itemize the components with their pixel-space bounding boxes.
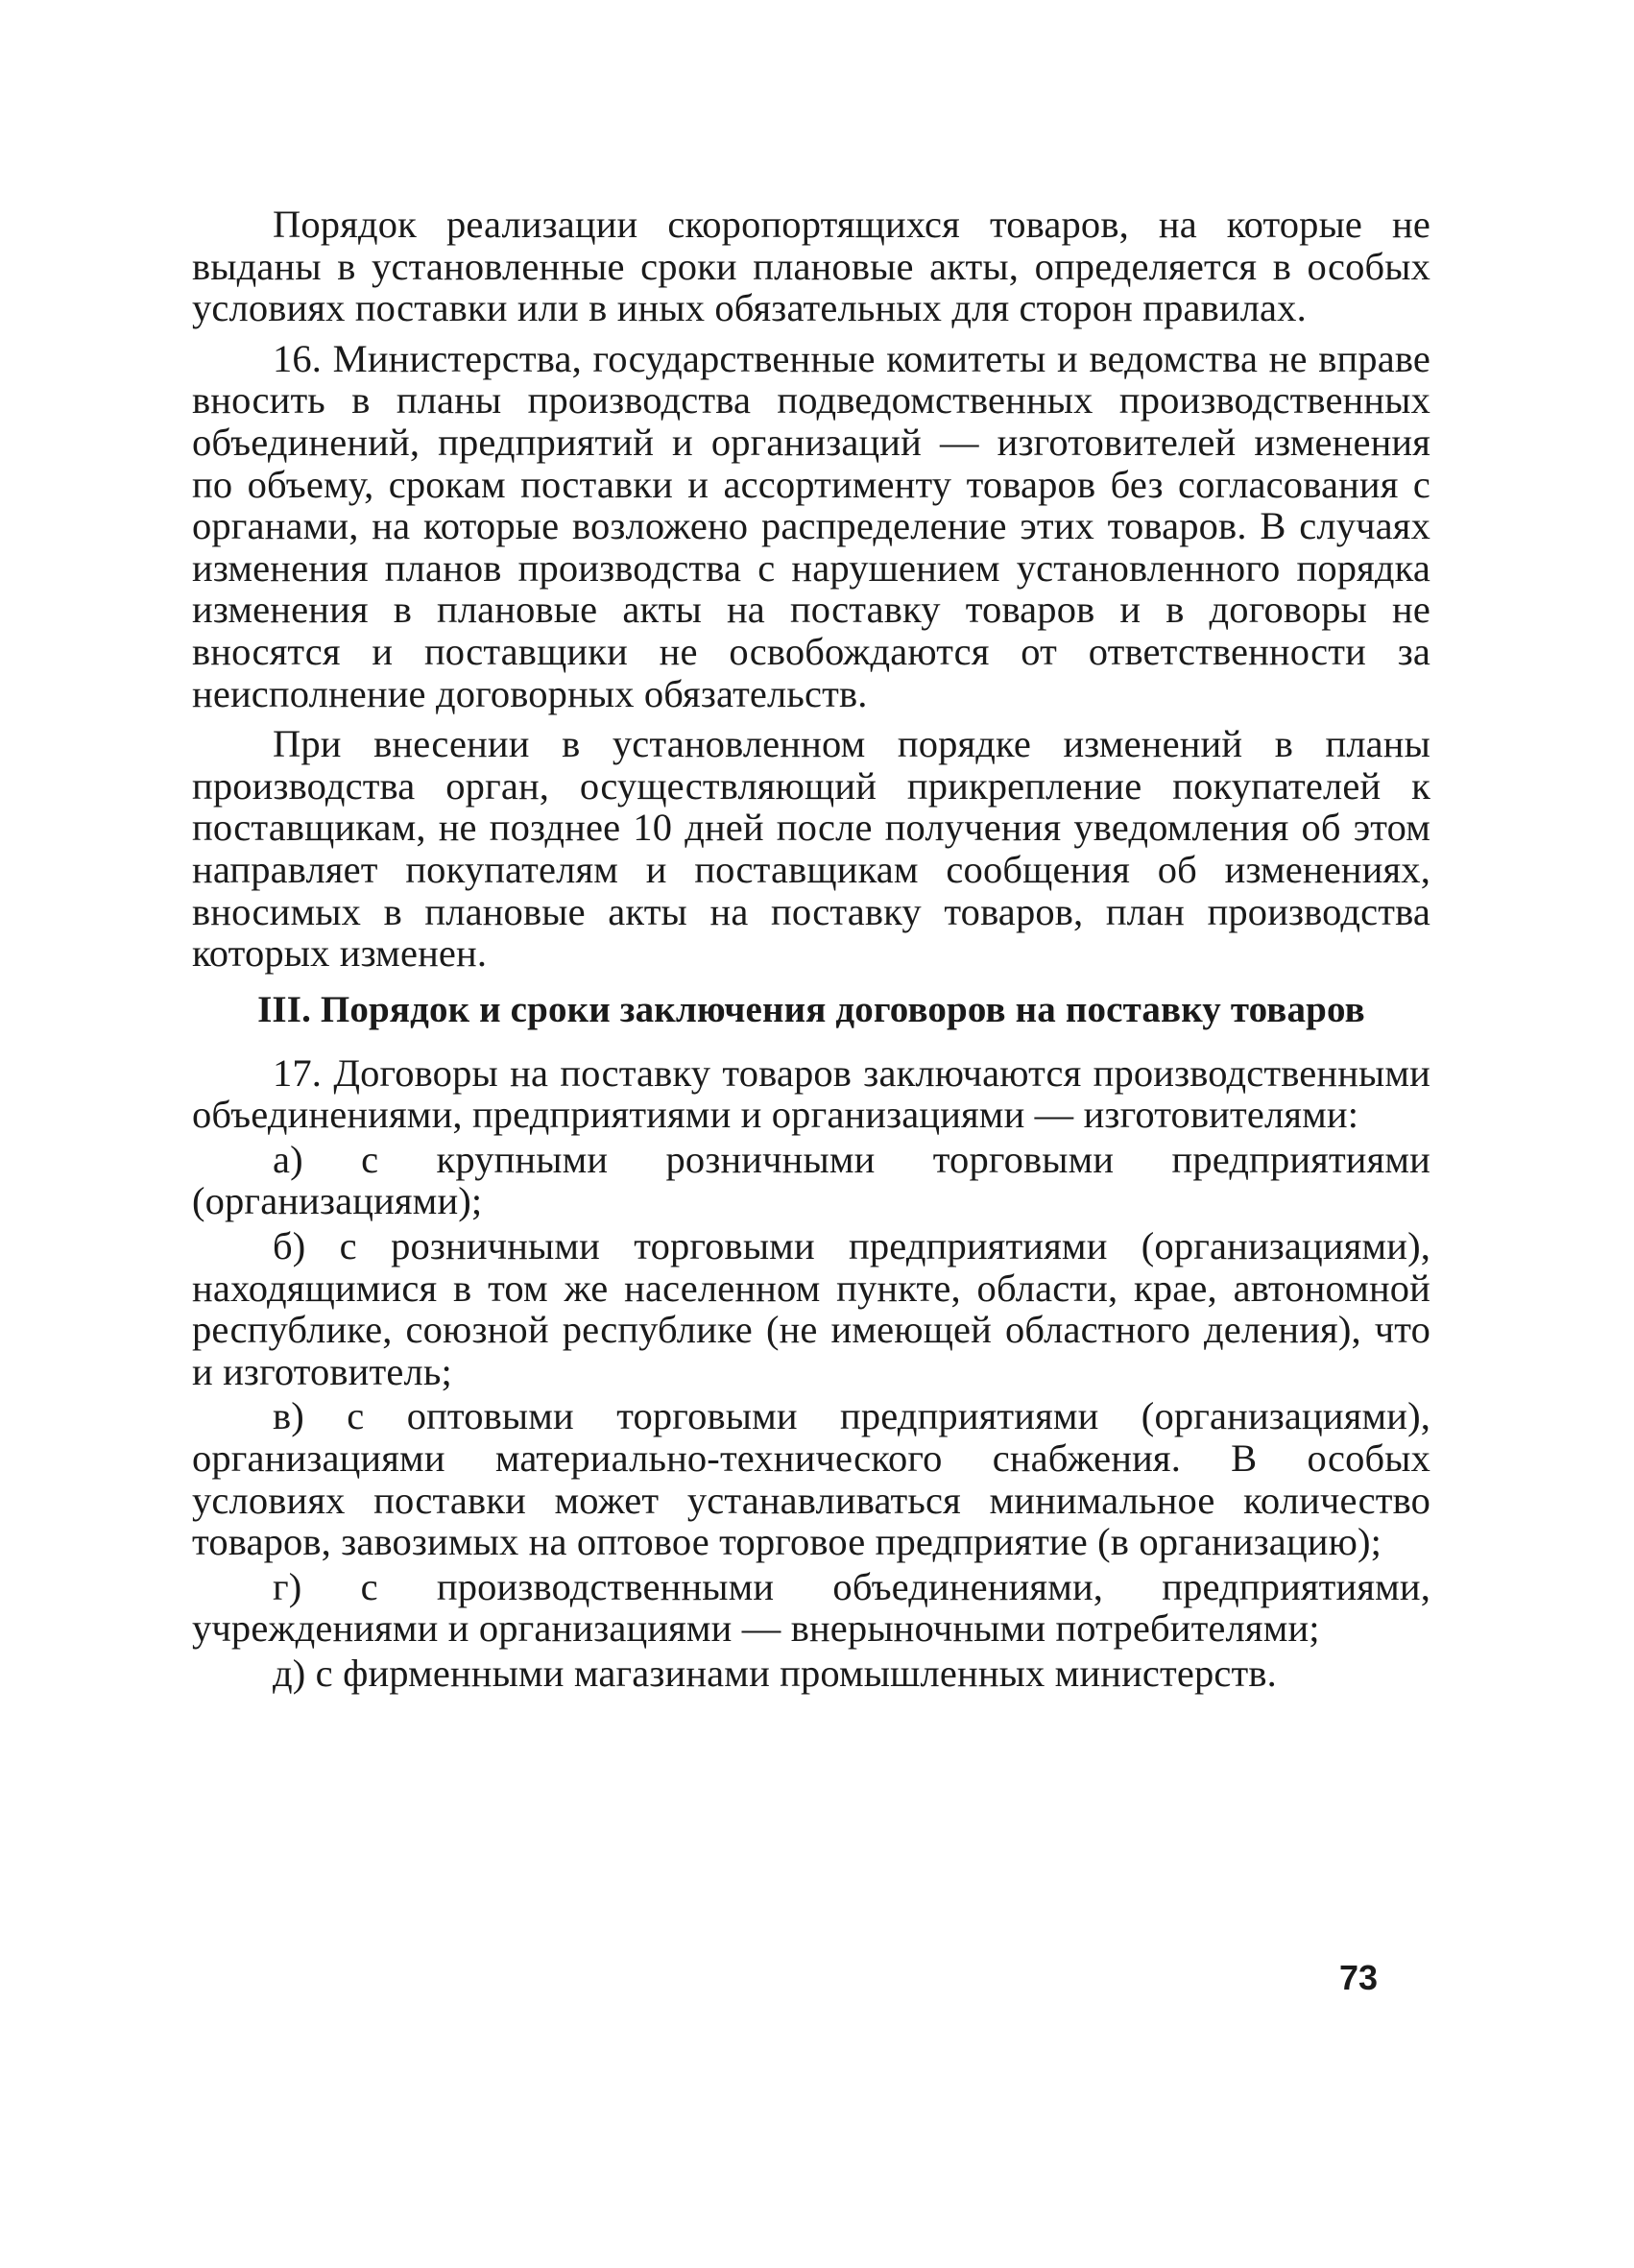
document-page <box>192 204 1430 1698</box>
list-item-b: б) с розничными торговыми предприятиями (организациями), находящимися в том же населенном пункте, области, крае, автономной республике, союзной республике (не имеющей областного деления), что и изготовитель; <box>192 1224 1430 1393</box>
list-item-d: д) с фирменными магазинами промышленных министерств. <box>273 1652 1277 1695</box>
section-heading: III. Порядок и сроки заключения договоров на поставку товаров <box>257 988 1365 1030</box>
list-item-a: а) с крупными розничными торговыми предприятиями (организациями); <box>192 1137 1430 1223</box>
paragraph-perishable-goods: Порядок реализации скоропортящихся товаров, на которые не выданы в установленные сроки плановые акты, определяется в особых условиях поставки или в иных обязательных для сторон правилах. <box>192 203 1430 330</box>
list-item-v: в) с оптовыми торговыми предприятиями (организациями), организациями материально-технического снабжения. В особых условиях поставки может устанавливаться минимальное количество товаров, завозимых на оптовое торговое предприятие (в организацию); <box>192 1394 1430 1564</box>
page-number: 73 <box>1339 1958 1379 1997</box>
paragraph-plan-changes: При внесении в установленном порядке изменений в планы производства орган, осуществляющий прикрепление покупателей к поставщикам, не позднее 10 дней после получения уведомления об этом направляет покупателям и поставщикам сообщения об изменениях, вносимых в плановые акты на поставку товаров, план производства которых изменен. <box>192 722 1430 976</box>
paragraph-clause-16: 16. Министерства, государственные комитеты и ведомства не вправе вносить в планы производства подведомственных производственных объединений, предприятий и организаций — изготовителей изменения по объему, срокам поставки и ассортименту товаров без согласования с органами, на которые возложено распределение этих товаров. В случаях изменения планов производства с нарушением установленного порядка изменения в плановые акты на поставку товаров и в договоры не вносятся и поставщики не освобождаются от ответственности за неисполнение договорных обязательств. <box>192 336 1430 715</box>
list-item-g: г) с производственными объединениями, предприятиями, учреждениями и организациями — внерыночными потребителями; <box>192 1564 1430 1651</box>
paragraph-clause-17: 17. Договоры на поставку товаров заключаются производственными объединениями, предприятиями и организациями — изготовителями: <box>192 1050 1430 1137</box>
